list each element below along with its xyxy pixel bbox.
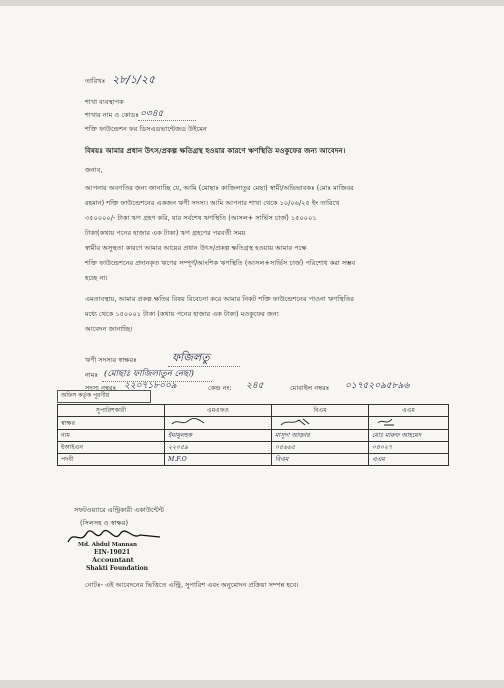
recipient-title: শাখা ব্যবস্থাপক xyxy=(85,98,124,106)
row-label: ইআইএন xyxy=(58,442,165,454)
stamp-title: Accountant xyxy=(92,556,134,564)
member-signature: ফজিলতু xyxy=(172,351,210,364)
row-label: নাম xyxy=(58,430,165,442)
table-header-row xyxy=(58,405,449,417)
bm-signature xyxy=(272,417,369,430)
accountant-seal-note: (সিলসহ ও স্বাক্ষর) xyxy=(80,519,129,527)
scan-bottom-edge xyxy=(0,680,504,688)
footer-note: নোটঃ- এই আবেদনের ভিত্তিতে এন্ট্রি, সুপারিশ এবং অনুমোদন প্রক্রিয়া সম্পন্ন হবে। xyxy=(85,581,299,589)
bm-designation: বিএম xyxy=(272,454,369,466)
office-use-box xyxy=(57,390,151,403)
branch-label: শাখার নাম ও কোডঃ xyxy=(85,111,139,119)
table-row xyxy=(58,454,449,466)
organisation-name: শক্তি ফাউন্ডেশন ফর ডিসএডভান্টেজড উইমেন xyxy=(85,125,207,133)
body-line: রহমান) শক্তি ফাউন্ডেশনের একজন ঋণী সদস্য। আমি আপনার শাখা থেকে ১০/০৬/২৫ ইং তারিখে xyxy=(85,199,340,207)
body-line: এমতাবস্থায়, আমার প্রকল্প ক্ষতির বিষয় বিবেচনা করে আমার নিকট শক্তি ফাউন্ডেশনের পাওনা ঋণস্থিতির xyxy=(85,295,355,303)
row-label: পদবী xyxy=(58,454,165,466)
table-header-cell: সুপারিশকারী xyxy=(58,405,165,417)
recommendation-table xyxy=(57,404,449,466)
salutation: জনাব, xyxy=(85,166,103,174)
table-header-cell: এএম xyxy=(369,405,449,417)
scan-top-edge xyxy=(0,0,504,6)
accountant-seal-stamp xyxy=(60,528,170,576)
accountant-heading: সফটওয়্যারে এন্ট্রিকারী একাউন্টেন্ট xyxy=(74,506,164,514)
mobile-label: মোবাইল নম্বরঃ xyxy=(290,384,330,392)
stamp-ein: EIN-19021 xyxy=(94,549,131,556)
am-ein: ০৪০২৭ xyxy=(369,442,449,454)
member-id: ২২০৭১৮০০৯ xyxy=(124,381,177,391)
bm-name: মাসুদা আক্তার xyxy=(272,430,369,442)
body-line: ৩৫০০০০/- টাকা ঋণ গ্রহণ করি, যার সর্বশেষ ঋণস্থিতি (আসল+ সার্ভিস চার্জ) ১৫০০০১ xyxy=(85,214,317,222)
mfo-name: ইমামুলহক xyxy=(165,430,272,442)
body-line: আপনার অবগতির জন্য জানাচ্ছি যে, আমি (মোছাঃ কাজিলাতুর মেছা) স্বামী/অভিভাবকঃ (মোঃ মাজিবর xyxy=(85,184,354,192)
table-row xyxy=(58,442,449,454)
mfo-designation: M.F.O xyxy=(165,454,272,466)
am-designation: এএম xyxy=(369,454,449,466)
center-label: কেন্দ্র নং: xyxy=(208,384,232,392)
date-value: ২৮/১/২৫ xyxy=(112,73,156,86)
subject-line: বিষয়ঃ আমার প্রধান উৎস/প্রকল্প ক্ষতিগ্রস্থ হওয়ার কারণে ঋণস্থিতি মওকুফের জন্য আবেদন। xyxy=(85,146,346,155)
mfo-signature xyxy=(165,417,272,430)
am-name: মোঃ মারুফ আহমেদ xyxy=(369,430,449,442)
center-number: ২৪৫ xyxy=(246,381,264,391)
row-label: স্বাক্ষর xyxy=(58,417,165,430)
body-line: আবেদন জানাচ্ছি। xyxy=(85,325,133,333)
table-header-cell: এমএফও xyxy=(165,405,272,417)
date-label: তারিখঃ xyxy=(85,77,106,85)
am-signature xyxy=(369,417,449,430)
member-id-label: সদস্য নম্বরঃ xyxy=(85,384,117,392)
stamp-name: Md. Abdul Mannan xyxy=(78,542,137,548)
body-line: শক্তি ফাউন্ডেশনের প্রদানকৃত ঋণের সম্পূর্ণ/আংশিক ঋণস্থিতি (আসল+সার্ভিস চার্জ) পরিশোধ করা সম্ভব xyxy=(85,259,356,267)
table-header-cell: বিএম xyxy=(272,405,369,417)
member-name: (মোছাঃ ফাজিলাতুন নেছা) xyxy=(104,369,194,379)
body-line: স্বামীর অসুস্থতা কারণে আমার আয়ের প্রধান উৎস/প্রকল্প ক্ষতিগ্রস্থ হওয়ায় আমার পক্ষে xyxy=(85,244,307,252)
member-sign-label: ঋণী সদস্যর স্বাক্ষরঃ xyxy=(85,356,137,364)
mobile-number: ০১৭৫২০৯৫৮৯৬ xyxy=(345,381,410,391)
bm-ein: ০৫৬৬৫ xyxy=(272,442,369,454)
body-line: মধ্যে থেকে ১৫০০০১ টাকা (কথায় পনের হাজার এক টাকা) মওকুফের জন্য xyxy=(85,310,279,318)
member-name-label: নামঃ xyxy=(85,371,99,379)
stamp-org: Shakti Foundation xyxy=(86,565,149,572)
office-use-label: অফিস কর্তৃক পূরণীয় xyxy=(61,392,110,399)
table-row xyxy=(58,417,449,430)
body-line: টাকা(কথায় পনের হাজার এক টাকা) ঋণ গ্রহণের পরবর্তী সময় xyxy=(85,229,246,237)
table-row xyxy=(58,430,449,442)
body-line: হচ্ছে না। xyxy=(85,274,108,282)
mfo-ein: ২২০৫৯ xyxy=(165,442,272,454)
branch-code: ০৩৪৫ xyxy=(140,109,164,119)
